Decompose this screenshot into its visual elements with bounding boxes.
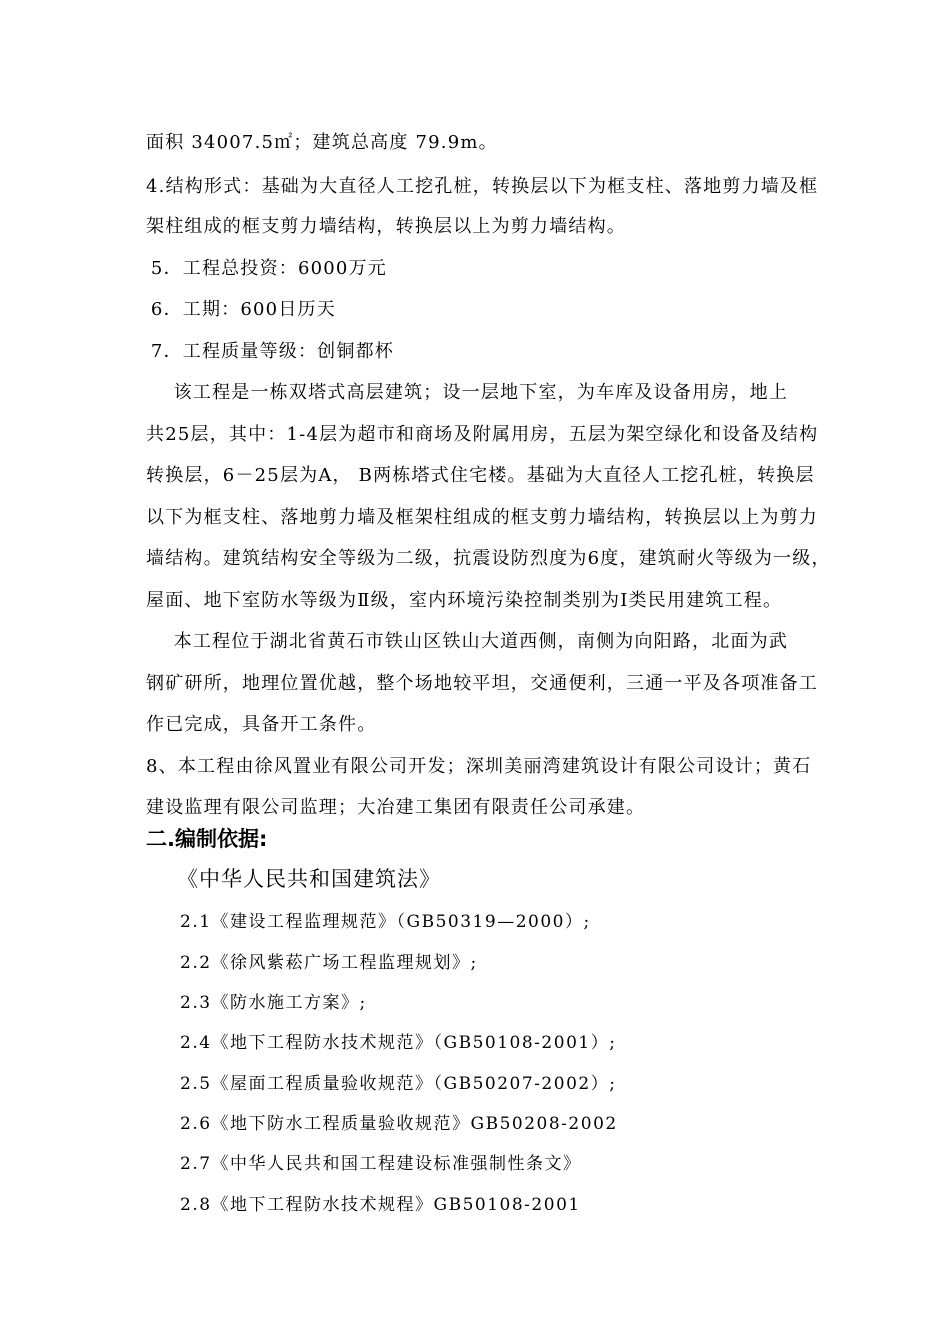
overview-line-10: 以下为框支柱、落地剪力墙及框架柱组成的框支剪力墙结构，转换层以上为剪力 — [146, 507, 818, 528]
overview-line-1: 面积 34007.5㎡；建筑总高度 79.9m。 — [146, 132, 498, 153]
reference-item-2: 2.2《徐风紫菘广场工程监理规划》; — [180, 953, 478, 973]
law-title: 《中华人民共和国建筑法》 — [177, 867, 441, 891]
reference-item-6: 2.6《地下防水工程质量验收规范》GB50208-2002 — [180, 1114, 618, 1134]
overview-line-12: 屋面、地下室防水等级为Ⅱ级，室内环境污染控制类别为Ⅰ类民用建筑工程。 — [146, 590, 783, 611]
overview-line-17: 建设监理有限公司监理；大冶建工集团有限责任公司承建。 — [146, 797, 646, 818]
overview-line-11: 墙结构。建筑结构安全等级为二级，抗震设防烈度为6度，建筑耐火等级为一级， — [146, 548, 831, 569]
overview-line-16: 8、本工程由徐风置业有限公司开发；深圳美丽湾建筑设计有限公司设计；黄石 — [146, 756, 812, 777]
overview-line-15: 作已完成，具备开工条件。 — [146, 714, 377, 735]
reference-item-5: 2.5《屋面工程质量验收规范》（GB50207-2002）; — [180, 1074, 617, 1094]
section-heading: 二.编制依据: — [146, 827, 268, 851]
overview-line-2: 4.结构形式：基础为大直径人工挖孔桩，转换层以下为框支柱、落地剪力墙及框 — [146, 176, 819, 197]
reference-item-7: 2.7《中华人民共和国工程建设标准强制性条文》 — [180, 1154, 582, 1174]
overview-line-13: 本工程位于湖北省黄石市铁山区铁山大道西侧，南侧为向阳路，北面为武 — [146, 631, 789, 652]
overview-line-7: 该工程是一栋双塔式高层建筑；设一层地下室，为车库及设备用房，地上 — [146, 382, 789, 403]
reference-item-8: 2.8《地下工程防水技术规程》GB50108-2001 — [180, 1195, 581, 1215]
overview-line-9: 转换层，6－25层为A， B两栋塔式住宅楼。基础为大直径人工挖孔桩，转换层 — [146, 465, 815, 486]
overview-line-5: 6．工期：600日历天 — [144, 299, 336, 320]
overview-line-6: 7．工程质量等级：创铜都杯 — [144, 341, 394, 362]
reference-item-3: 2.3《防水施工方案》; — [180, 993, 367, 1013]
overview-line-4: 5．工程总投资：6000万元 — [144, 258, 387, 279]
reference-item-1: 2.1《建设工程监理规范》（GB50319—2000）; — [180, 912, 591, 932]
overview-line-3: 架柱组成的框支剪力墙结构，转换层以上为剪力墙结构。 — [146, 216, 626, 237]
overview-line-8: 共25层，其中：1-4层为超市和商场及附属用房，五层为架空绿化和设备及结构 — [146, 424, 819, 445]
overview-line-14: 钢矿研所，地理位置优越，整个场地较平坦，交通便利，三通一平及各项准备工 — [146, 673, 818, 694]
reference-item-4: 2.4《地下工程防水技术规范》（GB50108-2001）; — [180, 1033, 617, 1053]
